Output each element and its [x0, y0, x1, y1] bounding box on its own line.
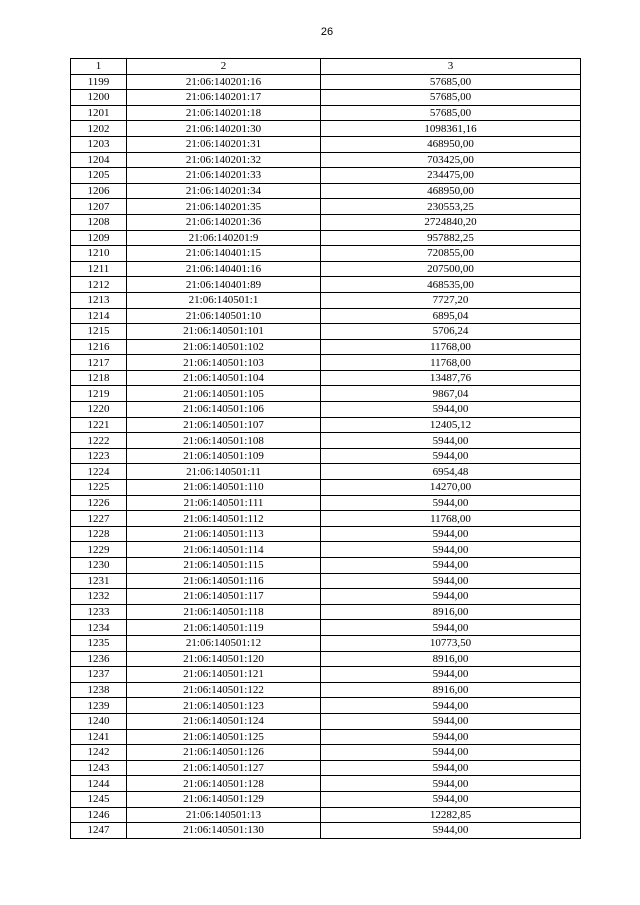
cadastral-value-cell: 6954,48 — [321, 464, 581, 480]
cadastral-value-cell: 2724840,20 — [321, 214, 581, 230]
cadastral-number-cell: 21:06:140501:101 — [127, 324, 321, 340]
cadastral-value-cell: 5944,00 — [321, 760, 581, 776]
cadastral-value-cell: 234475,00 — [321, 168, 581, 184]
table-row — [71, 542, 581, 558]
row-number-cell: 1212 — [71, 277, 127, 293]
row-number-cell: 1226 — [71, 495, 127, 511]
cadastral-number-cell: 21:06:140501:127 — [127, 760, 321, 776]
cadastral-value-cell: 5944,00 — [321, 823, 581, 839]
table-row — [71, 214, 581, 230]
row-number-cell: 1205 — [71, 168, 127, 184]
cadastral-number-cell: 21:06:140401:16 — [127, 261, 321, 277]
cadastral-value-cell: 12282,85 — [321, 807, 581, 823]
cadastral-number-cell: 21:06:140501:112 — [127, 511, 321, 527]
cadastral-value-cell: 8916,00 — [321, 651, 581, 667]
header-row — [71, 59, 581, 75]
cadastral-number-cell: 21:06:140201:31 — [127, 136, 321, 152]
table-row — [71, 246, 581, 262]
cadastral-number-cell: 21:06:140501:102 — [127, 339, 321, 355]
cadastral-number-cell: 21:06:140501:116 — [127, 573, 321, 589]
table-row — [71, 152, 581, 168]
table-row — [71, 136, 581, 152]
row-number-cell: 1221 — [71, 417, 127, 433]
cadastral-value-cell: 5944,00 — [321, 776, 581, 792]
cadastral-value-cell: 5944,00 — [321, 729, 581, 745]
table-row — [71, 90, 581, 106]
cadastral-number-cell: 21:06:140501:11 — [127, 464, 321, 480]
cadastral-number-cell: 21:06:140201:17 — [127, 90, 321, 106]
row-number-cell: 1242 — [71, 745, 127, 761]
row-number-cell: 1237 — [71, 667, 127, 683]
cadastral-value-cell: 8916,00 — [321, 682, 581, 698]
row-number-cell: 1220 — [71, 402, 127, 418]
row-number-cell: 1236 — [71, 651, 127, 667]
table-row — [71, 74, 581, 90]
table-row — [71, 620, 581, 636]
row-number-cell: 1246 — [71, 807, 127, 823]
row-number-cell: 1215 — [71, 324, 127, 340]
table-row — [71, 823, 581, 839]
cadastral-number-cell: 21:06:140401:15 — [127, 246, 321, 262]
table-row — [71, 121, 581, 137]
cadastral-value-cell: 11768,00 — [321, 511, 581, 527]
cadastral-number-cell: 21:06:140501:115 — [127, 558, 321, 574]
table-row — [71, 495, 581, 511]
page-number: 26 — [320, 26, 334, 38]
cadastral-number-cell: 21:06:140501:110 — [127, 480, 321, 496]
row-number-cell: 1234 — [71, 620, 127, 636]
cadastral-value-cell: 57685,00 — [321, 90, 581, 106]
cadastral-number-cell: 21:06:140201:36 — [127, 214, 321, 230]
table-row — [71, 713, 581, 729]
cadastral-number-cell: 21:06:140501:12 — [127, 635, 321, 651]
table-row — [71, 308, 581, 324]
cadastral-number-cell: 21:06:140501:104 — [127, 370, 321, 386]
row-number-cell: 1202 — [71, 121, 127, 137]
table-row — [71, 402, 581, 418]
row-number-cell: 1235 — [71, 635, 127, 651]
cadastral-value-cell: 11768,00 — [321, 339, 581, 355]
cadastral-value-cell: 468950,00 — [321, 183, 581, 199]
cadastral-value-cell: 8916,00 — [321, 604, 581, 620]
cadastral-value-cell: 468950,00 — [321, 136, 581, 152]
cadastral-value-cell: 5944,00 — [321, 791, 581, 807]
cadastral-number-cell: 21:06:140501:118 — [127, 604, 321, 620]
table-row — [71, 651, 581, 667]
cadastral-number-cell: 21:06:140201:35 — [127, 199, 321, 215]
cadastral-number-cell: 21:06:140501:109 — [127, 448, 321, 464]
cadastral-value-cell: 1098361,16 — [321, 121, 581, 137]
cadastral-value-cell: 5944,00 — [321, 589, 581, 605]
cadastral-number-cell: 21:06:140201:16 — [127, 74, 321, 90]
cadastral-number-cell: 21:06:140201:33 — [127, 168, 321, 184]
table-row — [71, 230, 581, 246]
row-number-cell: 1216 — [71, 339, 127, 355]
cadastral-number-cell: 21:06:140501:111 — [127, 495, 321, 511]
row-number-cell: 1219 — [71, 386, 127, 402]
table-row — [71, 511, 581, 527]
row-number-cell: 1225 — [71, 480, 127, 496]
table-row — [71, 698, 581, 714]
cadastral-number-cell: 21:06:140501:107 — [127, 417, 321, 433]
cadastral-value-cell: 5944,00 — [321, 448, 581, 464]
table-row — [71, 807, 581, 823]
table-row — [71, 417, 581, 433]
row-number-cell: 1201 — [71, 105, 127, 121]
table-row — [71, 745, 581, 761]
cadastral-number-cell: 21:06:140201:34 — [127, 183, 321, 199]
column-header-value: 3 — [321, 59, 581, 75]
cadastral-value-cell: 5944,00 — [321, 745, 581, 761]
cadastral-number-cell: 21:06:140501:126 — [127, 745, 321, 761]
cadastral-value-cell: 13487,76 — [321, 370, 581, 386]
row-number-cell: 1213 — [71, 292, 127, 308]
row-number-cell: 1233 — [71, 604, 127, 620]
cadastral-number-cell: 21:06:140501:1 — [127, 292, 321, 308]
row-number-cell: 1214 — [71, 308, 127, 324]
cadastral-value-cell: 957882,25 — [321, 230, 581, 246]
cadastral-value-cell: 6895,04 — [321, 308, 581, 324]
table-row — [71, 760, 581, 776]
table-row — [71, 261, 581, 277]
row-number-cell: 1203 — [71, 136, 127, 152]
table-row — [71, 526, 581, 542]
cadastral-number-cell: 21:06:140501:108 — [127, 433, 321, 449]
table-row — [71, 791, 581, 807]
table-row — [71, 558, 581, 574]
row-number-cell: 1231 — [71, 573, 127, 589]
table-row — [71, 776, 581, 792]
row-number-cell: 1244 — [71, 776, 127, 792]
row-number-cell: 1238 — [71, 682, 127, 698]
table-row — [71, 370, 581, 386]
table-row — [71, 183, 581, 199]
cadastral-value-cell: 703425,00 — [321, 152, 581, 168]
cadastral-number-cell: 21:06:140501:130 — [127, 823, 321, 839]
table-row — [71, 635, 581, 651]
row-number-cell: 1245 — [71, 791, 127, 807]
cadastral-value-cell: 5944,00 — [321, 573, 581, 589]
table-row — [71, 448, 581, 464]
cadastral-number-cell: 21:06:140501:106 — [127, 402, 321, 418]
cadastral-value-cell: 10773,50 — [321, 635, 581, 651]
cadastral-number-cell: 21:06:140501:105 — [127, 386, 321, 402]
row-number-cell: 1224 — [71, 464, 127, 480]
table-row — [71, 355, 581, 371]
row-number-cell: 1209 — [71, 230, 127, 246]
cadastral-number-cell: 21:06:140501:10 — [127, 308, 321, 324]
table-row — [71, 324, 581, 340]
row-number-cell: 1204 — [71, 152, 127, 168]
cadastral-value-cell: 57685,00 — [321, 105, 581, 121]
cadastral-number-cell: 21:06:140501:123 — [127, 698, 321, 714]
table-row — [71, 682, 581, 698]
cadastral-number-cell: 21:06:140501:120 — [127, 651, 321, 667]
cadastral-value-cell: 5944,00 — [321, 402, 581, 418]
table-row — [71, 480, 581, 496]
cadastral-value-cell: 57685,00 — [321, 74, 581, 90]
table-row — [71, 667, 581, 683]
table-row — [71, 292, 581, 308]
row-number-cell: 1247 — [71, 823, 127, 839]
row-number-cell: 1211 — [71, 261, 127, 277]
cadastral-number-cell: 21:06:140501:129 — [127, 791, 321, 807]
cadastral-value-cell: 12405,12 — [321, 417, 581, 433]
table-row — [71, 339, 581, 355]
cadastral-number-cell: 21:06:140501:119 — [127, 620, 321, 636]
cadastral-number-cell: 21:06:140501:13 — [127, 807, 321, 823]
cadastral-number-cell: 21:06:140501:124 — [127, 713, 321, 729]
cadastral-number-cell: 21:06:140501:121 — [127, 667, 321, 683]
cadastral-number-cell: 21:06:140501:114 — [127, 542, 321, 558]
row-number-cell: 1232 — [71, 589, 127, 605]
cadastral-value-cell: 7727,20 — [321, 292, 581, 308]
row-number-cell: 1243 — [71, 760, 127, 776]
row-number-cell: 1228 — [71, 526, 127, 542]
cadastral-value-cell: 230553,25 — [321, 199, 581, 215]
cadastral-value-cell: 5944,00 — [321, 433, 581, 449]
cadastral-value-cell: 14270,00 — [321, 480, 581, 496]
cadastral-number-cell: 21:06:140501:113 — [127, 526, 321, 542]
row-number-cell: 1239 — [71, 698, 127, 714]
cadastral-number-cell: 21:06:140501:122 — [127, 682, 321, 698]
cadastral-value-cell: 5944,00 — [321, 698, 581, 714]
row-number-cell: 1222 — [71, 433, 127, 449]
row-number-cell: 1206 — [71, 183, 127, 199]
cadastral-number-cell: 21:06:140501:103 — [127, 355, 321, 371]
row-number-cell: 1227 — [71, 511, 127, 527]
table-row — [71, 604, 581, 620]
cadastral-value-table — [70, 58, 581, 839]
table-row — [71, 386, 581, 402]
cadastral-value-cell: 5944,00 — [321, 620, 581, 636]
row-number-cell: 1207 — [71, 199, 127, 215]
row-number-cell: 1208 — [71, 214, 127, 230]
cadastral-number-cell: 21:06:140201:30 — [127, 121, 321, 137]
table-row — [71, 105, 581, 121]
table-row — [71, 464, 581, 480]
row-number-cell: 1200 — [71, 90, 127, 106]
row-number-cell: 1240 — [71, 713, 127, 729]
cadastral-value-cell: 5944,00 — [321, 526, 581, 542]
cadastral-number-cell: 21:06:140201:9 — [127, 230, 321, 246]
cadastral-value-cell: 5944,00 — [321, 713, 581, 729]
table-row — [71, 433, 581, 449]
cadastral-number-cell: 21:06:140501:125 — [127, 729, 321, 745]
cadastral-value-cell: 5944,00 — [321, 495, 581, 511]
cadastral-number-cell: 21:06:140201:32 — [127, 152, 321, 168]
table-row — [71, 729, 581, 745]
cadastral-value-cell: 5706,24 — [321, 324, 581, 340]
cadastral-number-cell: 21:06:140501:128 — [127, 776, 321, 792]
cadastral-value-cell: 9867,04 — [321, 386, 581, 402]
cadastral-value-cell: 5944,00 — [321, 558, 581, 574]
cadastral-value-cell: 207500,00 — [321, 261, 581, 277]
row-number-cell: 1229 — [71, 542, 127, 558]
cadastral-number-cell: 21:06:140501:117 — [127, 589, 321, 605]
table-row — [71, 168, 581, 184]
row-number-cell: 1210 — [71, 246, 127, 262]
cadastral-value-cell: 5944,00 — [321, 542, 581, 558]
cadastral-value-cell: 5944,00 — [321, 667, 581, 683]
row-number-cell: 1223 — [71, 448, 127, 464]
cadastral-value-cell: 11768,00 — [321, 355, 581, 371]
cadastral-value-cell: 468535,00 — [321, 277, 581, 293]
table-row — [71, 589, 581, 605]
row-number-cell: 1217 — [71, 355, 127, 371]
table-row — [71, 199, 581, 215]
column-header-number: 1 — [71, 59, 127, 75]
table-row — [71, 277, 581, 293]
row-number-cell: 1199 — [71, 74, 127, 90]
table-row — [71, 573, 581, 589]
cadastral-number-cell: 21:06:140201:18 — [127, 105, 321, 121]
row-number-cell: 1218 — [71, 370, 127, 386]
row-number-cell: 1241 — [71, 729, 127, 745]
column-header-cadastral-number: 2 — [127, 59, 321, 75]
cadastral-number-cell: 21:06:140401:89 — [127, 277, 321, 293]
cadastral-value-cell: 720855,00 — [321, 246, 581, 262]
row-number-cell: 1230 — [71, 558, 127, 574]
